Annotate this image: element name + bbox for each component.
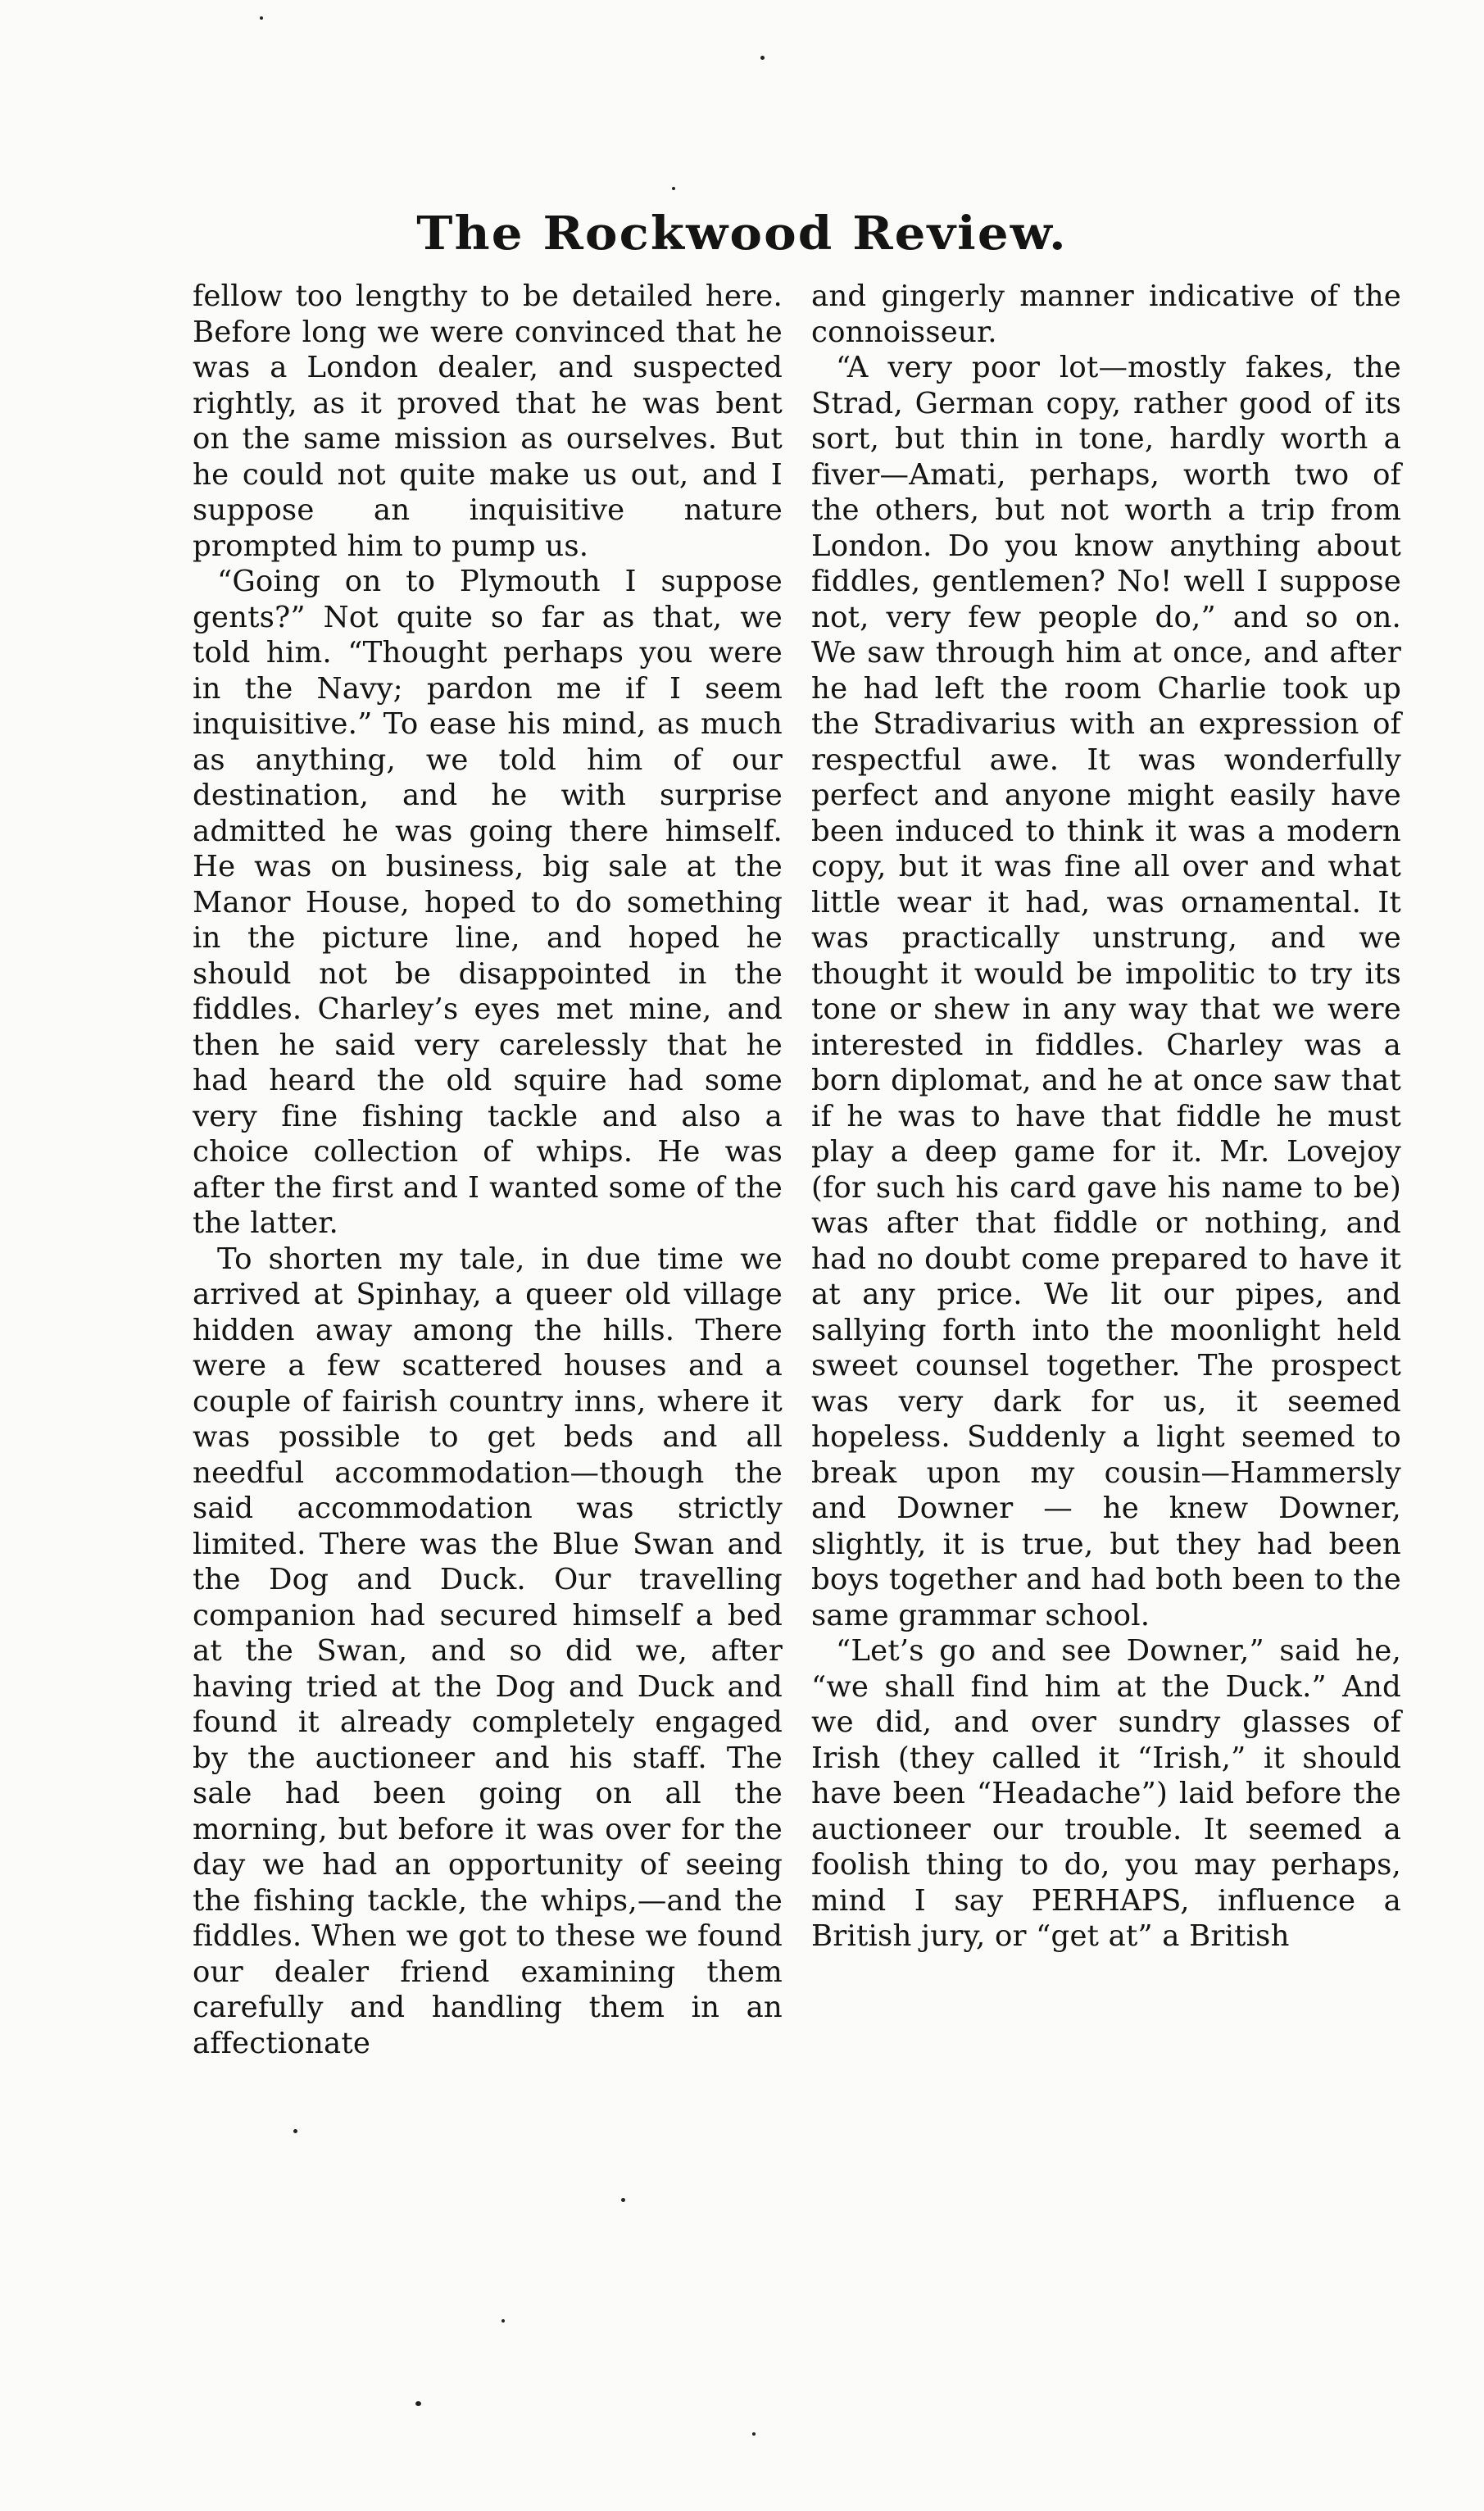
print-speck (752, 2432, 756, 2436)
print-speck (260, 16, 263, 20)
paragraph: fellow too lengthy to be detailed here. Before long we were convinced that he was a London dealer, and suspected rightly, as it proved that he was bent on the same mission as ourselves. But he could not quite make us out, and I suppose an inquisitive nature prompted him to pump us. (193, 279, 783, 563)
page-title: The Rockwood Review. (416, 207, 1068, 261)
paragraph: To shorten my tale, in due time we arrived at Spinhay, a queer old village hidden away among the hills. There were a few scattered houses and a couple of fairish country inns, where it was possible to get beds and all needful accommodation—though the said accommodation was strictly limited. There was the Blue Swan and the Dog and Duck. Our travelling companion had secured himself a bed at the Swan, and so did we, after having tried at the Dog and Duck and found it already completely engaged by the auctioneer and his staff. The sale had been going on all the morning, but before it was over for the day we had an opportunity of seeing the fishing tackle, the whips,—and the fiddles. When we got to these we found our dealer friend examining them carefully and handling them in an affectionate (193, 1242, 783, 2060)
paragraph: “Let’s go and see Downer,” said he, “we shall find him at the Duck.” And we did, and over sundry glasses of Irish (they called it “Irish,” it should have been “Headache”) laid before the auctioneer our trouble. It seemed a foolish thing to do, you may perhaps, mind I say PERHAPS, influence a British jury, or “get at” a British (811, 1634, 1401, 1953)
paragraph: and gingerly manner indicative of the connoisseur. (811, 279, 1401, 349)
text-column-right (811, 279, 1401, 1955)
print-speck (293, 2129, 297, 2133)
print-speck (621, 2198, 625, 2202)
print-speck (672, 187, 675, 190)
paragraph: “A very poor lot—mostly fakes, the Strad, German copy, rather good of its sort, but thin in tone, hardly worth a fiver—Amati, perhaps, worth two of the others, but not worth a trip from London. Do you know anything about fiddles, gentlemen? No! well I suppose not, very few people do,” and so on. We saw through him at once, and after he had left the room Charlie took up the Stradivarius with an expression of respectful awe. It was wonderfully perfect and anyone might easily have been induced to think it was a modern copy, but it was fine all over and what little wear it had, was ornamental. It was practically unstrung, and we thought it would be impolitic to try its tone or shew in any way that we were interested in fiddles. Charley was a born diplomat, and he at once saw that if he was to have that fiddle he must play a deep game for it. Mr. Lovejoy (for such his card gave his name to be) was after that fiddle or nothing, and had no doubt come prepared to have it at any price. We lit our pipes, and sallying forth into the moonlight held sweet counsel together. The prospect was very dark for us, it seemed hopeless. Suddenly a light seemed to break upon my cousin—Hammersly and Downer — he knew Downer, slightly, it is true, but they had been boys together and had both been to the same grammar school. (811, 351, 1401, 1632)
print-speck (760, 56, 765, 60)
text-column-left (193, 279, 783, 2061)
print-speck (415, 2401, 421, 2406)
print-speck (501, 2319, 505, 2323)
paragraph: “Going on to Plymouth I suppose gents?” Not quite so far as that, we told him. “Thought perhaps you were in the Navy; pardon me if I seem inquisitive.” To ease his mind, as much as anything, we told him of our destination, and he with surprise admitted he was going there himself. He was on business, big sale at the Manor House, hoped to do something in the picture line, and hoped he should not be disappointed in the fiddles. Charley’s eyes met mine, and then he said very carelessly that he had heard the old squire had some very fine fishing tackle and also a choice collection of whips. He was after the first and I wanted some of the the latter. (193, 565, 783, 1240)
